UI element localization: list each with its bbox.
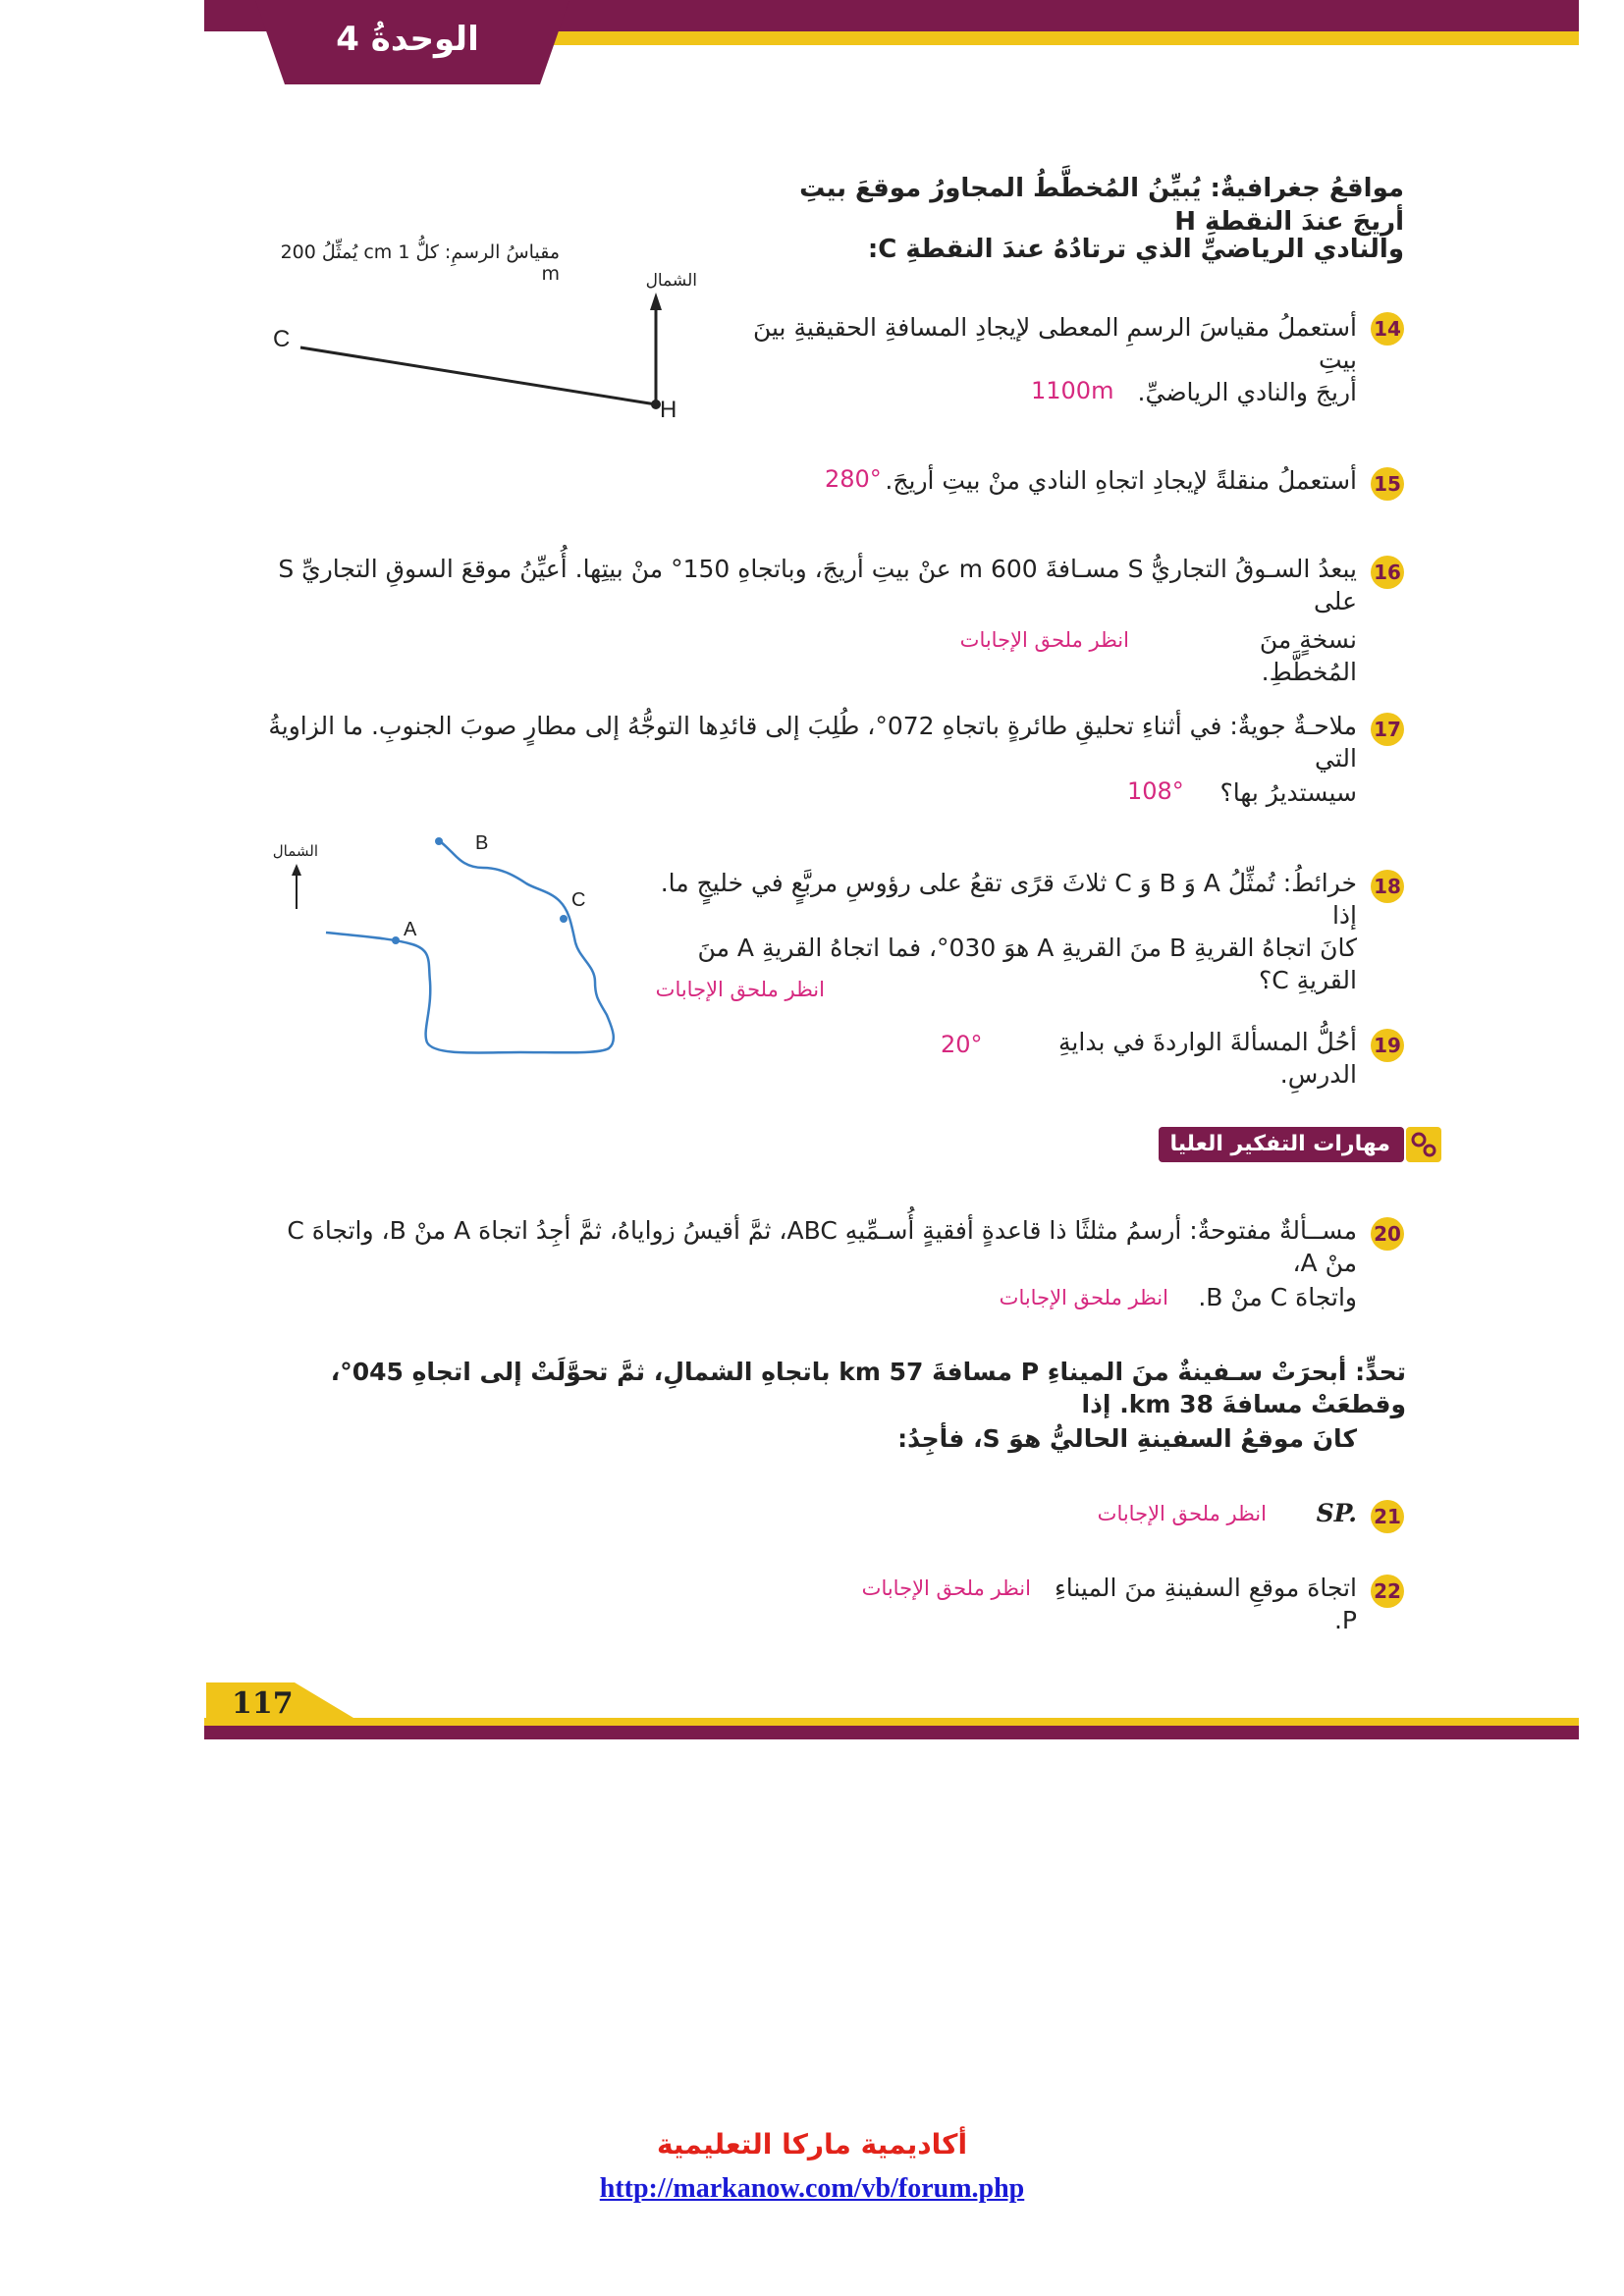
- q14-line-1: أستعملُ مقياسَ الرسمِ المعطى لإيجادِ المسافةِ الحقيقيةِ بينَ بيتِ: [752, 313, 1357, 374]
- q20-answer: انظر ملحق الإجابات: [999, 1286, 1168, 1309]
- header-decoration: [0, 0, 1624, 98]
- north-label-2: الشمال: [272, 842, 318, 860]
- q16-line-1: يبعدُ السـوقُ التجاريُّ S مسـافةَ 600 m عنْ بيتِ أريجَ، وباتجاهِ 150° منْ بيتِها. أُعيِّنُ موقعَ السوقِ التجاريِّ S على: [278, 555, 1357, 615]
- challenge-line-2: كانَ موقعُ السفينةِ الحاليُّ هوَ S، فأجِدُ:: [897, 1424, 1357, 1453]
- question-number-16: 16: [1371, 556, 1404, 589]
- village-c-label: C: [571, 889, 586, 911]
- q20-line-1: مســألةٌ مفتوحةٌ: أرسمُ مثلثًا ذا قاعدةٍ أفقيةٍ أُسـمِّيهِ ABC، ثمَّ أقيسُ زواياهُ، ثمَّ أجِدُ اتجاهَ A منْ B، واتجاهَ C منْ A،: [287, 1216, 1357, 1277]
- q15-answer: 280°: [825, 465, 882, 493]
- q16-answer: انظر ملحق الإجابات: [959, 628, 1129, 652]
- q17-line-2: سيستديرُ بها؟: [1219, 778, 1357, 807]
- point-c-label: C: [273, 326, 291, 352]
- village-b-label: B: [475, 832, 489, 854]
- q18-answer: انظر ملحق الإجابات: [655, 978, 825, 1001]
- academy-name: أكاديمية ماركا التعليمية: [656, 2128, 968, 2161]
- unit-title: الوحدةُ 4: [336, 20, 479, 59]
- q22-text: اتجاهَ موقعِ السفينةِ منَ الميناءِ P.: [1054, 1574, 1357, 1634]
- intro-line-1: مواقعُ جغرافيةٌ: يُبيِّنُ المُخطَّطُ المجاورُ موقعَ بيتِ أريجَ عندَ النقطةِ H: [799, 174, 1404, 237]
- segment-hc: [300, 347, 656, 404]
- section-title: مهارات التفكير العليا: [1169, 1132, 1390, 1156]
- gear-icon: [1406, 1127, 1441, 1162]
- page-number: 117: [232, 1686, 294, 1721]
- question-number-18: 18: [1371, 870, 1404, 903]
- question-number-22: 22: [1371, 1575, 1404, 1608]
- q20-line-2: واتجاهَ C منْ B.: [1198, 1283, 1357, 1311]
- challenge-line-1: تحدٍّ: أبحرَتْ سـفينةٌ منَ الميناءِ P مسافةَ 57 km باتجاهِ الشمالِ، ثمَّ تحوَّلَتْ إلى اتجاهِ 045°، وقطعَتْ مسافةَ 38 km. إذا: [330, 1358, 1406, 1418]
- q22-answer: انظر ملحق الإجابات: [861, 1576, 1031, 1600]
- q19-answer: 20°: [941, 1031, 983, 1058]
- forum-link[interactable]: http://markanow.com/vb/forum.php: [599, 2173, 1025, 2204]
- q14-answer: 1100m: [1031, 377, 1114, 404]
- question-number-14: 14: [1371, 312, 1404, 346]
- question-number-17: 17: [1371, 713, 1404, 746]
- coastline: [326, 840, 614, 1053]
- house-club-diagram: [265, 265, 697, 442]
- q19-text: أحُلُّ المسألةَ الواردةَ في بدايةِ الدرسِ.: [1058, 1028, 1357, 1089]
- q14-line-2: أريجَ والنادي الرياضيِّ.: [1137, 378, 1357, 406]
- q21-answer: انظر ملحق الإجابات: [1097, 1502, 1267, 1525]
- question-number-20: 20: [1371, 1217, 1404, 1251]
- village-b-marker: [435, 837, 443, 845]
- north-arrow-icon: [650, 293, 662, 310]
- scale-caption: مقياسُ الرسمِ: كلُّ 1 cm يُمثِّلُ 200 m: [280, 241, 560, 285]
- q18-line-2: كانَ اتجاهُ القريةِ B منَ القريةِ A هوَ 030°، فما اتجاهُ القريةِ A منَ القريةِ C؟: [697, 934, 1357, 994]
- intro-line-2: والنادي الرياضيِّ الذي ترتادُهُ عندَ النقطةِ C:: [867, 235, 1404, 264]
- question-number-21: 21: [1371, 1500, 1404, 1533]
- q18-line-1: خرائطُ: تُمثِّلُ A وَ B وَ C ثلاثَ قرًى تقعُ على رؤوسِ مربَّعٍ في خليجٍ ما. إذا: [660, 869, 1357, 930]
- north-arrow-icon-2: [292, 864, 301, 876]
- bay-map-diagram: [265, 834, 638, 1070]
- village-a-marker: [392, 936, 400, 944]
- q21-text: SP.: [1316, 1499, 1357, 1527]
- q17-answer: 108°: [1127, 777, 1184, 805]
- q16-line-2: نسخةٍ منَ المُخطَّطِ.: [1259, 625, 1357, 686]
- q17-line-1: ملاحـةٌ جويةٌ: في أثناءِ تحليقِ طائرةٍ باتجاهِ 072°، طُلِبَ إلى قائدِها التوجُّهُ إلى مطارٍ صوبَ الجنوبِ. ما الزاويةُ التي: [268, 712, 1357, 773]
- question-number-19: 19: [1371, 1029, 1404, 1062]
- question-number-15: 15: [1371, 467, 1404, 501]
- village-c-marker: [560, 915, 568, 923]
- north-label-1: الشمال: [645, 271, 697, 291]
- point-h-label: H: [660, 397, 677, 423]
- q15-text: أستعملُ منقلةً لإيجادِ اتجاهِ النادي منْ بيتِ أريجَ.: [885, 466, 1357, 495]
- village-a-label: A: [404, 919, 417, 940]
